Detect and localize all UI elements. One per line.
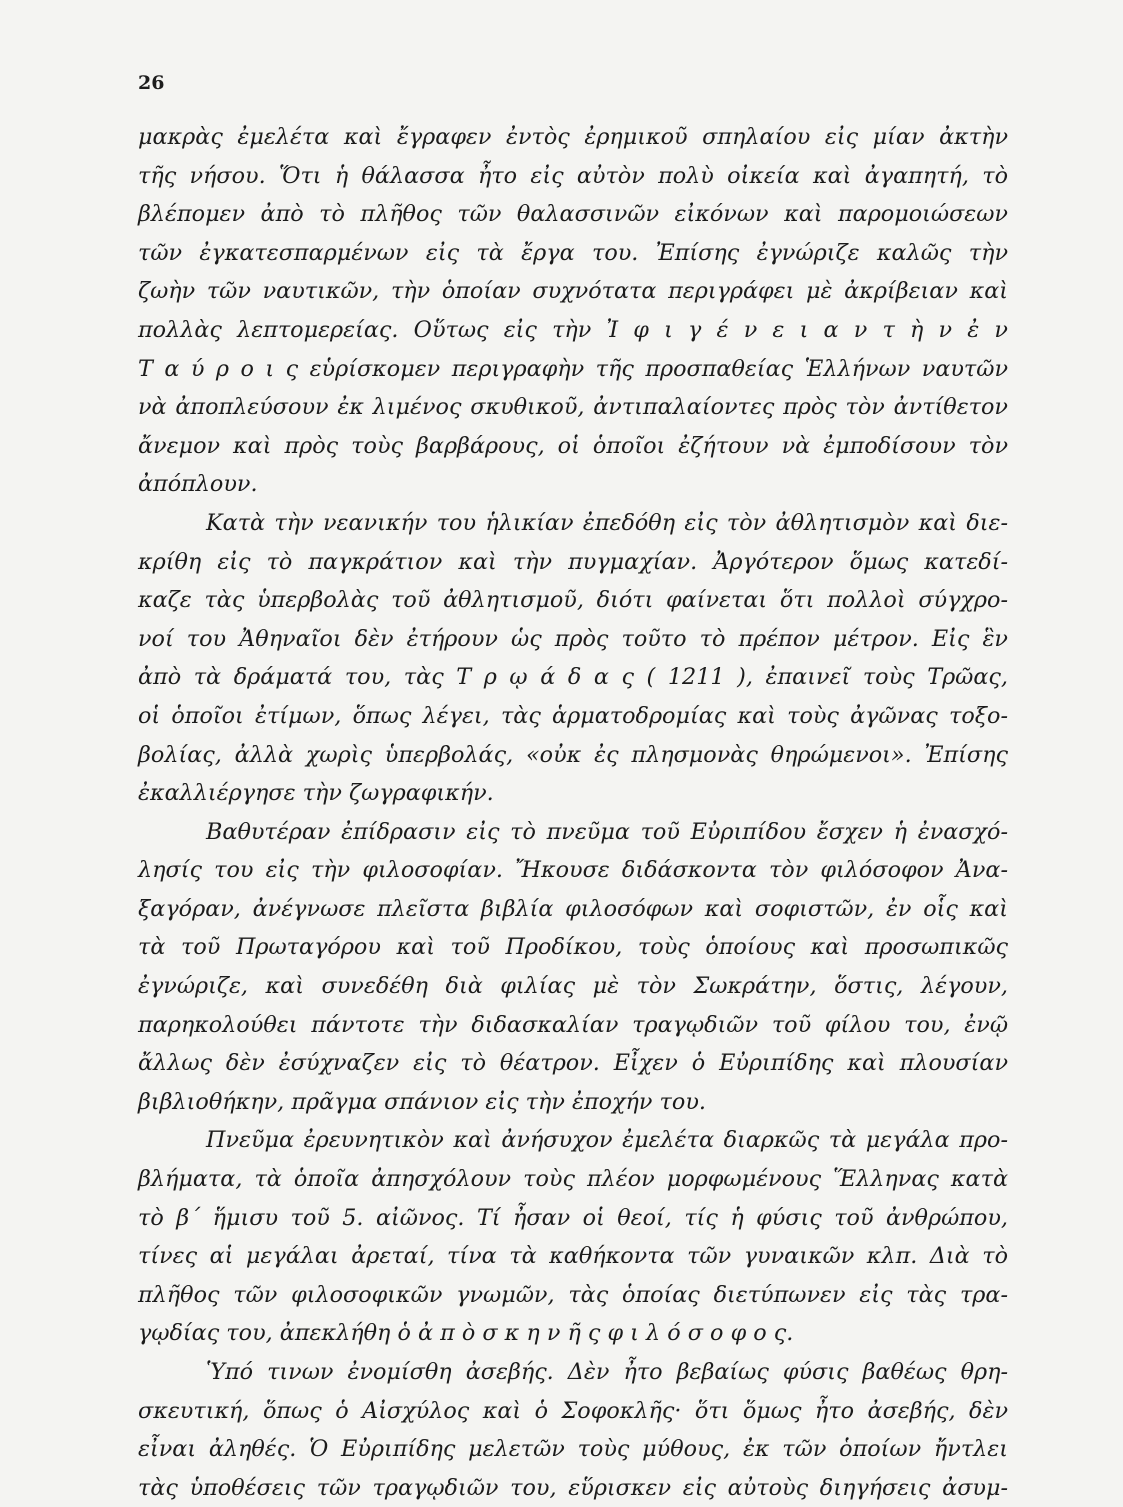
text-line: ἐκαλλιέργησε τὴν ζωγραφικήν. <box>138 780 494 807</box>
text-line: πλῆθος τῶν φιλοσοφικῶν γνωμῶν, τὰς ὁποίας διετύπωνεν εἰς τὰς τρα- <box>138 1281 1008 1308</box>
page-number: 26 <box>138 72 165 94</box>
text-line: Βαθυτέραν ἐπίδρασιν εἰς τὸ πνεῦμα τοῦ Εὐριπίδου ἔσχεν ἡ ἐνασχό- <box>206 818 1008 845</box>
text-line: τίνες αἱ μεγάλαι ἀρεταί, τίνα τὰ καθήκοντα τῶν γυναικῶν κλπ. Διὰ τὸ <box>138 1243 1008 1270</box>
text-line: ζωὴν τῶν ναυτικῶν, τὴν ὁποίαν συχνότατα περιγράφει μὲ ἀκρίβειαν καὶ <box>138 278 1008 305</box>
text-line: τὰ τοῦ Πρωταγόρου καὶ τοῦ Προδίκου, τοὺς ὁποίους καὶ προσωπικῶς <box>138 934 1008 961</box>
text-line: οἱ ὁποῖοι ἐτίμων, ὅπως λέγει, τὰς ἁρματοδρομίας καὶ τοὺς ἀγῶνας τοξο- <box>138 702 1008 729</box>
text-line: νοί του Ἀθηναῖοι δὲν ἐτήρουν ὡς πρὸς τοῦτο τὸ πρέπον μέτρον. Εἰς ἓν <box>138 625 1008 652</box>
text-line: εἶναι ἀληθές. Ὁ Εὐριπίδης μελετῶν τοὺς μύθους, ἐκ τῶν ὁποίων ἤντλει <box>138 1436 1008 1463</box>
text-line: ἄνεμον καὶ πρὸς τοὺς βαρβάρους, οἱ ὁποῖοι ἐζήτουν νὰ ἐμποδίσουν τὸν <box>138 432 1008 459</box>
text-line: ξαγόραν, ἀνέγνωσε πλεῖστα βιβλία φιλοσόφων καὶ σοφιστῶν, ἐν οἷς καὶ <box>138 895 1008 922</box>
text-line: ἄλλως δὲν ἐσύχναζεν εἰς τὸ θέατρον. Εἶχεν ὁ Εὐριπίδης καὶ πλουσίαν <box>138 1050 1008 1077</box>
text-line: Ὑπό τινων ἐνομίσθη ἀσεβής. Δὲν ἦτο βεβαίως φύσις βαθέως θρη- <box>206 1359 1008 1385</box>
text-line: μακρὰς ἐμελέτα καὶ ἔγραφεν ἐντὸς ἐρημικοῦ σπηλαίου εἰς μίαν ἀκτὴν <box>138 124 1008 150</box>
text-line: βολίας, ἀλλὰ χωρὶς ὑπερβολάς, «οὐκ ἐς πλησμονὰς θηρώμενοι». Ἐπίσης <box>138 741 1008 768</box>
text-line: τῆς νήσου. Ὅτι ἡ θάλασσα ἦτο εἰς αὐτὸν πολὺ οἰκεία καὶ ἀγαπητή, τὸ <box>138 162 1008 189</box>
text-line: λησίς του εἰς τὴν φιλοσοφίαν. Ἤκουσε διδάσκοντα τὸν φιλόσοφον Ἀνα- <box>138 857 1008 884</box>
text-line: καζε τὰς ὑπερβολὰς τοῦ ἀθλητισμοῦ, διότι φαίνεται ὅτι πολλοὶ σύγχρο- <box>138 587 1008 614</box>
text-line: πολλὰς λεπτομερείας. Οὕτως εἰς τὴν Ἰ φ ι γ έ ν ε ι α ν τ ὴ ν ἐ ν <box>138 316 1008 343</box>
text-line: ἐγνώριζε, καὶ συνεδέθη διὰ φιλίας μὲ τὸν Σωκράτην, ὅστις, λέγουν, <box>138 973 1008 1000</box>
body-text <box>138 118 1008 1507</box>
text-line: βιβλιοθήκην, πρᾶγμα σπάνιον εἰς τὴν ἐποχήν του. <box>138 1088 706 1115</box>
text-line: βλέπομεν ἀπὸ τὸ πλῆθος τῶν θαλασσινῶν εἰκόνων καὶ παρομοιώσεων <box>138 201 1008 228</box>
text-line: τὰς ὑποθέσεις τῶν τραγῳδιῶν του, εὕρισκεν εἰς αὐτοὺς διηγήσεις ἀσυμ- <box>138 1474 1008 1501</box>
text-line: νὰ ἀποπλεύσουν ἐκ λιμένος σκυθικοῦ, ἀντιπαλαίοντες πρὸς τὸν ἀντίθετον <box>138 394 1008 421</box>
text-line: σκευτική, ὅπως ὁ Αἰσχύλος καὶ ὁ Σοφοκλῆς· ὅτι ὅμως ἦτο ἀσεβής, δὲν <box>138 1397 1008 1424</box>
text-line: γῳδίας του, ἀπεκλήθη ὁ ἀ π ὸ σ κ η ν ῆ ς φ ι λ ό σ ο φ ο ς. <box>138 1320 794 1347</box>
text-line: κρίθη εἰς τὸ παγκράτιον καὶ τὴν πυγμαχίαν. Ἀργότερον ὅμως κατεδί- <box>138 548 1008 575</box>
text-line: βλήματα, τὰ ὁποῖα ἀπησχόλουν τοὺς πλέον μορφωμένους Ἕλληνας κατὰ <box>138 1166 1008 1193</box>
text-line: ἀπόπλουν. <box>138 471 258 498</box>
text-line: τῶν ἐγκατεσπαρμένων εἰς τὰ ἔργα του. Ἐπίσης ἐγνώριζε καλῶς τὴν <box>138 239 1008 266</box>
text-line: Κατὰ τὴν νεανικήν του ἡλικίαν ἐπεδόθη εἰς τὸν ἀθλητισμὸν καὶ διε- <box>206 509 1008 536</box>
text-line: Τ α ύ ρ ο ι ς εὑρίσκομεν περιγραφὴν τῆς προσπαθείας Ἑλλήνων ναυτῶν <box>138 355 1008 382</box>
text-line: παρηκολούθει πάντοτε τὴν διδασκαλίαν τραγῳδιῶν τοῦ φίλου του, ἐνῷ <box>138 1011 1008 1038</box>
text-line: Πνεῦμα ἐρευνητικὸν καὶ ἀνήσυχον ἐμελέτα διαρκῶς τὰ μεγάλα προ- <box>206 1127 1008 1154</box>
text-line: ἀπὸ τὰ δράματά του, τὰς Τ ρ ῳ ά δ α ς ( 1211 ), ἐπαινεῖ τοὺς Τρῶας, <box>138 664 1008 691</box>
text-line: τὸ β΄ ἥμισυ τοῦ 5. αἰῶνος. Τί ἦσαν οἱ θεοί, τίς ἡ φύσις τοῦ ἀνθρώπου, <box>138 1204 1008 1231</box>
